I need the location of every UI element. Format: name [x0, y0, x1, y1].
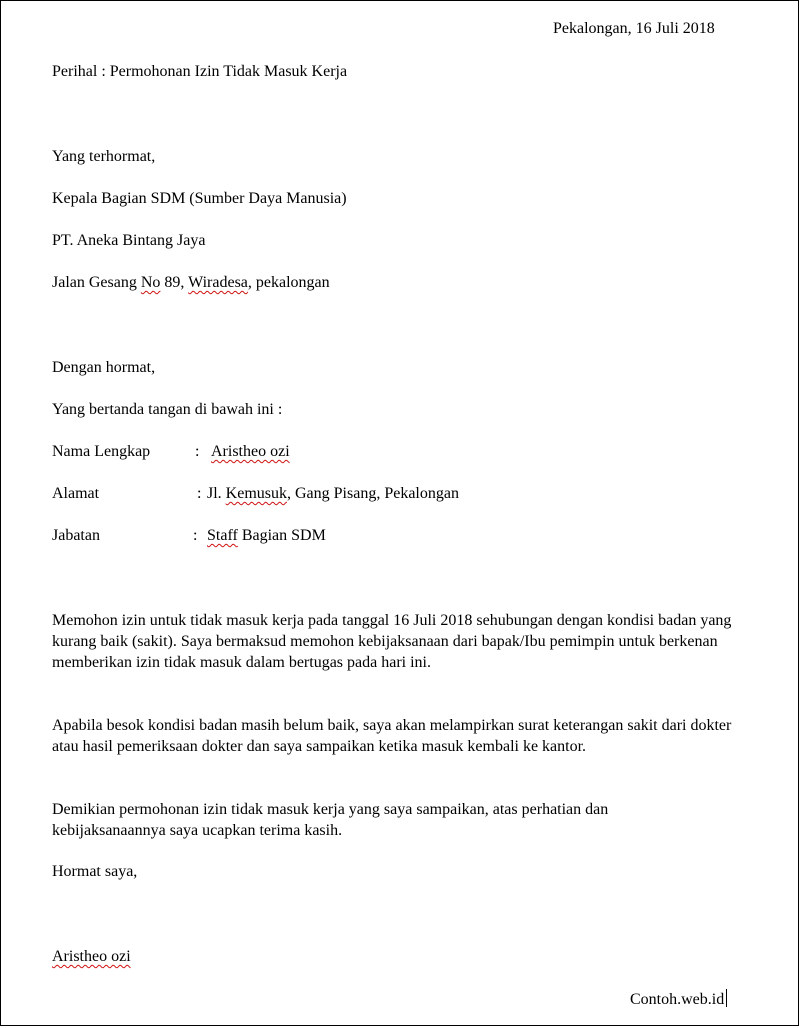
address-value-prefix: Jl. [207, 485, 226, 502]
address-label: Alamat [52, 485, 100, 502]
intro-line: Yang bertanda tangan di bawah ini : [52, 401, 283, 418]
recipient-address [52, 273, 330, 293]
text-cursor [726, 989, 727, 1007]
recipient-position: Kepala Bagian SDM (Sumber Daya Manusia) [52, 190, 347, 207]
address-city: Wiradesa [188, 274, 248, 291]
position-value-first: Staff [207, 527, 238, 544]
position-colon: : [193, 527, 198, 544]
body-paragraph-1: Memohon izin untuk tidak masuk kerja pada tanggal 16 Juli 2018 sehubungan dengan kondisi badan yang kurang baik (sakit). Saya bermaksud memohon kebijaksanaan dari bapak/Ibu pemimpin untuk berkenan memberikan izin tidak masuk dalam bertugas pada hari ini. [52, 612, 732, 671]
signature-name [52, 947, 131, 967]
subject-line: Perihal : Permohonan Izin Tidak Masuk Kerja [52, 63, 348, 80]
position-label: Jabatan [52, 527, 100, 544]
body-paragraph-2: Apabila besok kondisi badan masih belum baik, saya akan melampirkan surat keterangan sakit dari dokter atau hasil pemeriksaan dokter dan saya sampaikan ketika masuk kembali ke kantor. [52, 717, 732, 755]
address-mid: 89, [160, 274, 189, 291]
watermark-text: Contoh.web.id [630, 991, 725, 1008]
name-value-text: Aristheo ozi [211, 443, 290, 460]
address-value [207, 484, 459, 504]
closing-line: Hormat saya, [52, 863, 138, 880]
address-value-suffix: , Gang Pisang, Pekalongan [287, 485, 459, 502]
name-label: Nama Lengkap [52, 443, 151, 460]
position-value [207, 526, 326, 546]
signature-name-text: Aristheo ozi [52, 948, 131, 965]
recipient-company: PT. Aneka Bintang Jaya [52, 232, 206, 249]
date-line: Pekalongan, 16 Juli 2018 [553, 20, 715, 37]
address-no: No [140, 274, 161, 291]
greeting: Dengan hormat, [52, 359, 156, 376]
watermark [630, 989, 727, 1010]
name-value [211, 442, 290, 462]
body-paragraph-3: Demikian permohonan izin tidak masuk kerja yang saya sampaikan, atas perhatian dan kebijaksanaannya saya ucapkan terima kasih. [52, 801, 609, 839]
address-colon: : [197, 485, 202, 502]
name-colon: : [195, 443, 200, 460]
address-prefix: Jalan Gesang [52, 274, 141, 291]
address-suffix: , pekalongan [247, 274, 330, 291]
address-value-street: Kemusuk [225, 485, 287, 502]
recipient-salutation: Yang terhormat, [52, 148, 156, 165]
position-value-rest: Bagian SDM [237, 527, 326, 544]
